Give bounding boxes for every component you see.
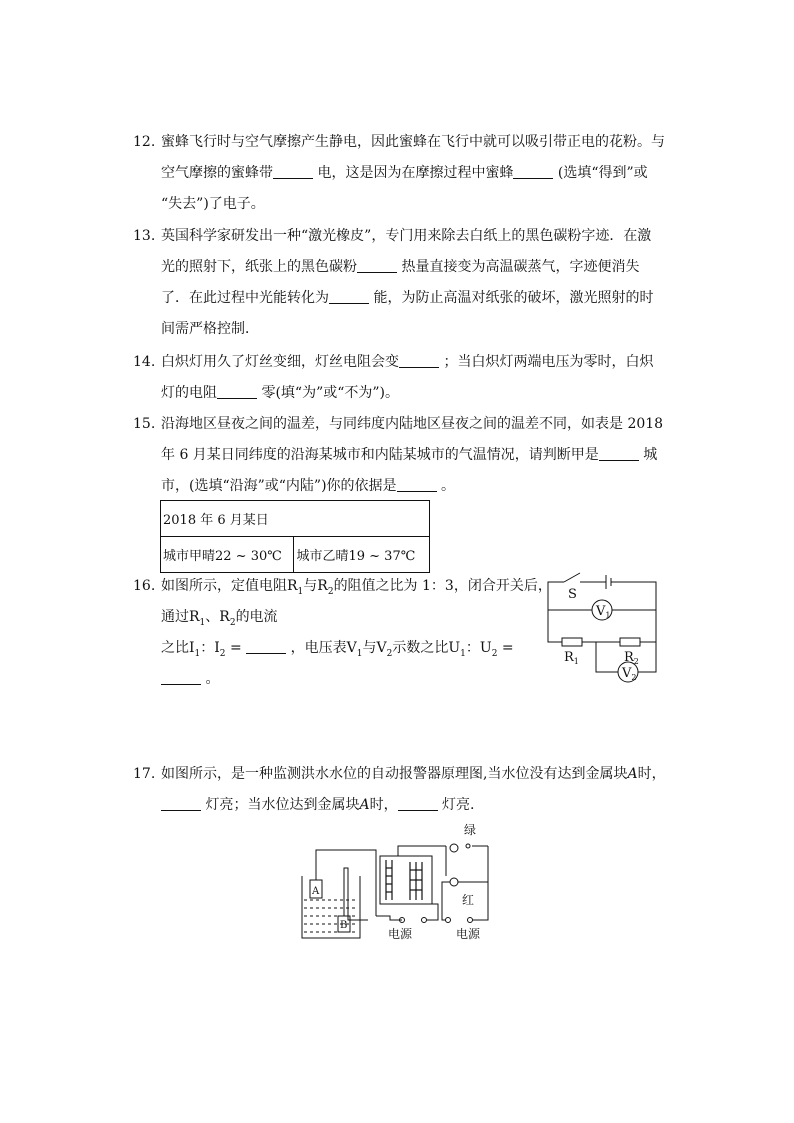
- question-line: 沿海地区昼夜之间的温差，与同纬度内陆地区昼夜之间的温差不同，如表是 2018: [161, 416, 664, 432]
- answer-blank[interactable]: [246, 639, 286, 654]
- question-line: 灯亮；当水位达到金属块A时， 灯亮.: [161, 790, 474, 821]
- voltmeter-v1-label: $V_1$: [596, 604, 611, 620]
- question-number: 17.: [133, 766, 156, 782]
- question-number: 15.: [133, 416, 156, 432]
- answer-blank[interactable]: [357, 258, 397, 273]
- question-number: 12.: [133, 134, 156, 150]
- answer-blank[interactable]: [329, 289, 369, 304]
- temperature-table: [160, 500, 430, 573]
- table-row: [161, 537, 430, 573]
- power-supply-label: 电源: [456, 927, 481, 941]
- question-line: 白炽灯用久了灯丝变细，灯丝电阻会变 ；当白炽灯两端电压为零时，白炽: [161, 354, 654, 370]
- table-header: 2018 年 6 月某日: [161, 501, 430, 537]
- question-line: 之比$I_1$：$I_2$ = ，电压表$V_1$与$V_2$示数之比$U_1$：$U_2$ =: [161, 640, 514, 659]
- question-line: 如图所示，定值电阻$R_1$与$R_2$的阻值之比为 1：3，闭合开关后，: [161, 578, 552, 597]
- metal-block-b-label: B: [340, 920, 348, 931]
- resistor-r2-label: $R_2$: [624, 650, 639, 666]
- question-line: 年 6 月某日同纬度的沿海某城市和内陆某城市的气温情况，请判断甲是 城: [161, 447, 658, 463]
- answer-blank[interactable]: [513, 164, 553, 179]
- power-supply-label: 电源: [388, 927, 413, 941]
- question-number: 14.: [133, 354, 156, 370]
- flood-alarm-diagram: [298, 820, 510, 942]
- answer-blank[interactable]: [599, 446, 639, 461]
- answer-blank[interactable]: [399, 353, 439, 368]
- question-line: 间需严格控制．: [161, 321, 259, 337]
- answer-blank[interactable]: [398, 796, 438, 811]
- question-line: 。: [161, 664, 219, 695]
- question-line: “失去”)了电子。: [161, 196, 265, 212]
- question-line: 蜜蜂飞行时与空气摩擦产生静电，因此蜜蜂在飞行中就可以吸引带正电的花粉。与: [161, 134, 665, 150]
- table-cell: 城市甲晴22 ~ 30℃: [161, 537, 294, 573]
- circuit-diagram: [540, 570, 665, 685]
- answer-blank[interactable]: [217, 384, 257, 399]
- metal-block-a-label: A: [312, 886, 320, 897]
- question-number: 16.: [133, 578, 156, 594]
- answer-blank[interactable]: [273, 164, 313, 179]
- question-line: 空气摩擦的蜜蜂带 电，这是因为在摩擦过程中蜜蜂 (选填“得到”或: [161, 165, 648, 181]
- question-line: 市，(选填“沿海”或“内陆”)你的依据是 。: [161, 478, 456, 494]
- question-number: 13.: [133, 228, 156, 244]
- switch-label: S: [568, 587, 577, 602]
- question-line: 如图所示，是一种监测洪水水位的自动报警器原理图,当水位没有达到金属块A时，: [161, 766, 666, 782]
- resistor-r1-label: $R_1$: [564, 650, 579, 666]
- question-line: 通过$R_1$、$R_2$的电流: [161, 609, 278, 628]
- answer-blank[interactable]: [397, 477, 437, 492]
- answer-blank[interactable]: [161, 670, 201, 685]
- red-lamp-label: 红: [462, 893, 475, 907]
- voltmeter-v2-label: $V_2$: [622, 666, 637, 682]
- green-lamp-label: 绿: [464, 823, 477, 837]
- question-line: 英国科学家研发出一种“激光橡皮”，专门用来除去白纸上的黑色碳粉字迹．在激: [161, 228, 652, 244]
- table-cell: 城市乙晴19 ~ 37℃: [294, 537, 430, 573]
- question-line: 光的照射下，纸张上的黑色碳粉 热量直接变为高温碳蒸气，字迹便消失: [161, 259, 640, 275]
- question-line: 了．在此过程中光能转化为 能，为防止高温对纸张的破坏，激光照射的时: [161, 290, 654, 306]
- answer-blank[interactable]: [161, 796, 201, 811]
- question-line: 灯的电阻 零(填“为”或“不为”)。: [161, 385, 400, 401]
- table-row: [161, 501, 430, 537]
